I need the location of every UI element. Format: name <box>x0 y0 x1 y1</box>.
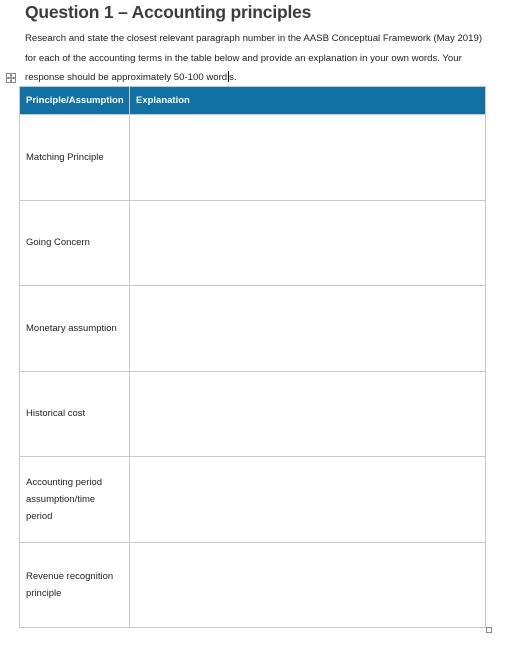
explanation-cell[interactable] <box>130 542 486 628</box>
explanation-cell[interactable] <box>130 457 486 543</box>
principle-cell[interactable]: Revenue recognition principle <box>20 542 130 628</box>
header-explanation: Explanation <box>130 87 486 115</box>
instructions-paragraph[interactable] <box>25 29 505 88</box>
explanation-cell[interactable] <box>130 286 486 372</box>
principle-cell[interactable]: Historical cost <box>20 371 130 457</box>
resize-square-icon[interactable] <box>486 627 492 633</box>
principle-cell[interactable]: Accounting period assumption/time period <box>20 457 130 543</box>
instructions-line-3-end: s. <box>229 72 237 83</box>
table-row <box>20 286 486 372</box>
instructions-line-3 <box>25 68 505 88</box>
explanation-cell[interactable] <box>130 371 486 457</box>
principle-cell[interactable]: Monetary assumption <box>20 286 130 372</box>
explanation-cell[interactable] <box>130 200 486 286</box>
principle-cell[interactable]: Going Concern <box>20 200 130 286</box>
explanation-cell[interactable] <box>130 115 486 201</box>
table-row <box>20 457 486 543</box>
instructions-line-2: for each of the accounting terms in the table below and provide an explanation in your own words. Your <box>25 52 462 64</box>
instructions-line-1: Research and state the closest relevant paragraph number in the AASB Conceptual Framework (May 2019) <box>25 33 483 44</box>
table-row <box>20 371 486 457</box>
instructions-line-3-start: response should be approximately 50-100 word <box>25 72 228 83</box>
table-row <box>20 115 486 201</box>
principles-table <box>19 86 486 628</box>
table-row <box>20 542 486 628</box>
move-arrows-icon[interactable] <box>6 73 16 83</box>
header-principle: Principle/Assumption <box>20 87 130 115</box>
page-title: Question 1 – Accounting principles <box>25 2 312 22</box>
table-row <box>20 200 486 286</box>
principle-cell[interactable]: Matching Principle <box>20 115 130 201</box>
table-header-row <box>20 87 486 115</box>
